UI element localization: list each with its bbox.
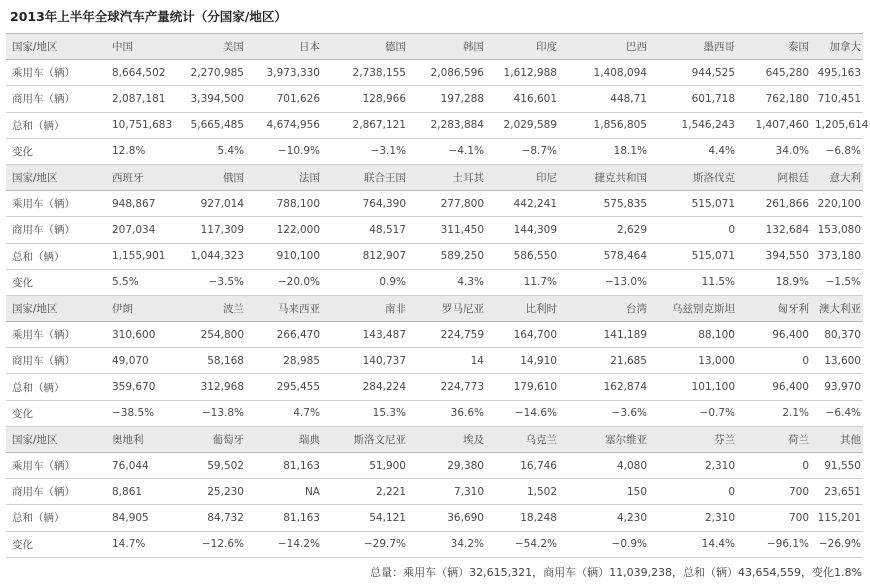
- country-header-cell: 马来西亚: [250, 295, 326, 321]
- value-cell: 515,071: [653, 191, 741, 217]
- value-cell: 575,835: [563, 191, 653, 217]
- country-header-cell: 法国: [250, 164, 326, 190]
- row-label-cell: 变化: [6, 400, 98, 426]
- row-label-cell: 变化: [6, 269, 98, 295]
- value-cell: 58,168: [180, 348, 250, 374]
- table-row: [6, 112, 863, 138]
- value-cell: 1,856,805: [563, 112, 653, 138]
- table-row: [6, 191, 863, 217]
- country-header-cell: 乌兹别克斯坦: [653, 295, 741, 321]
- row-label-cell: 变化: [6, 138, 98, 164]
- value-cell: 36,690: [412, 505, 490, 531]
- country-header-cell: 奥地利: [98, 426, 180, 452]
- table-row: [6, 374, 863, 400]
- total-passenger: 乘用车（辆）32,615,321，: [403, 566, 544, 579]
- value-cell: −54.2%: [490, 531, 563, 557]
- value-cell: −3.6%: [563, 400, 653, 426]
- value-cell: 84,732: [180, 505, 250, 531]
- section-header-row: [6, 34, 863, 60]
- value-cell: 2,629: [563, 217, 653, 243]
- value-cell: −0.9%: [563, 531, 653, 557]
- value-cell: 254,800: [180, 322, 250, 348]
- value-cell: 2,738,155: [326, 60, 412, 86]
- value-cell: 1,205,614: [815, 112, 863, 138]
- country-header-cell: 斯洛伐克: [653, 164, 741, 190]
- value-cell: 3,394,500: [180, 86, 250, 112]
- section-header-row: [6, 164, 863, 190]
- value-cell: 101,100: [653, 374, 741, 400]
- value-cell: 3,973,330: [250, 60, 326, 86]
- value-cell: 944,525: [653, 60, 741, 86]
- value-cell: 140,737: [326, 348, 412, 374]
- value-cell: 2,086,596: [412, 60, 490, 86]
- value-cell: 81,163: [250, 505, 326, 531]
- value-cell: 4,080: [563, 453, 653, 479]
- value-cell: −8.7%: [490, 138, 563, 164]
- country-header-cell: 印度: [490, 34, 563, 60]
- country-header-cell: 斯洛文尼亚: [326, 426, 412, 452]
- value-cell: 179,610: [490, 374, 563, 400]
- total-commercial: 商用车（辆）11,039,238，: [543, 566, 684, 579]
- table-row: [6, 269, 863, 295]
- row-label-cell: 总和（辆）: [6, 374, 98, 400]
- country-header-cell: 乌克兰: [490, 426, 563, 452]
- country-header-cell: 美国: [180, 34, 250, 60]
- value-cell: 311,450: [412, 217, 490, 243]
- value-cell: −14.6%: [490, 400, 563, 426]
- value-cell: 2,221: [326, 479, 412, 505]
- value-cell: 927,014: [180, 191, 250, 217]
- value-cell: 207,034: [98, 217, 180, 243]
- value-cell: 442,241: [490, 191, 563, 217]
- value-cell: 59,502: [180, 453, 250, 479]
- value-cell: 764,390: [326, 191, 412, 217]
- value-cell: 115,201: [815, 505, 863, 531]
- value-cell: −12.6%: [180, 531, 250, 557]
- row-label-cell: 总和（辆）: [6, 112, 98, 138]
- table-row: [6, 86, 863, 112]
- value-cell: 1,612,988: [490, 60, 563, 86]
- value-cell: 7,310: [412, 479, 490, 505]
- value-cell: 515,071: [653, 243, 741, 269]
- value-cell: −26.9%: [815, 531, 863, 557]
- country-header-cell: 荷兰: [741, 426, 815, 452]
- country-header-cell: 加拿大: [815, 34, 863, 60]
- value-cell: 1,155,901: [98, 243, 180, 269]
- country-header-cell: 匈牙利: [741, 295, 815, 321]
- value-cell: 277,800: [412, 191, 490, 217]
- value-cell: −38.5%: [98, 400, 180, 426]
- row-label-cell: 变化: [6, 531, 98, 557]
- country-header-cell: 伊朗: [98, 295, 180, 321]
- country-header-cell: 意大利: [815, 164, 863, 190]
- value-cell: 51,900: [326, 453, 412, 479]
- row-label-cell: 乘用车（辆）: [6, 60, 98, 86]
- value-cell: 91,550: [815, 453, 863, 479]
- table-row: [6, 531, 863, 557]
- value-cell: −13.0%: [563, 269, 653, 295]
- country-header-cell: 韩国: [412, 34, 490, 60]
- value-cell: −6.8%: [815, 138, 863, 164]
- value-cell: 394,550: [741, 243, 815, 269]
- country-header-cell: 联合王国: [326, 164, 412, 190]
- value-cell: 416,601: [490, 86, 563, 112]
- value-cell: 29,380: [412, 453, 490, 479]
- value-cell: 54,121: [326, 505, 412, 531]
- country-header-cell: 比利时: [490, 295, 563, 321]
- value-cell: 153,080: [815, 217, 863, 243]
- value-cell: 4,230: [563, 505, 653, 531]
- value-cell: 2,310: [653, 453, 741, 479]
- value-cell: 16,746: [490, 453, 563, 479]
- value-cell: 10,751,683: [98, 112, 180, 138]
- country-header-cell: 西班牙: [98, 164, 180, 190]
- value-cell: 700: [741, 479, 815, 505]
- value-cell: −3.5%: [180, 269, 250, 295]
- value-cell: 2,283,884: [412, 112, 490, 138]
- value-cell: 0: [653, 217, 741, 243]
- value-cell: 164,700: [490, 322, 563, 348]
- value-cell: 13,600: [815, 348, 863, 374]
- row-label-cell: 商用车（辆）: [6, 348, 98, 374]
- value-cell: 2,270,985: [180, 60, 250, 86]
- value-cell: 5.4%: [180, 138, 250, 164]
- value-cell: −96.1%: [741, 531, 815, 557]
- value-cell: 84,905: [98, 505, 180, 531]
- value-cell: −14.2%: [250, 531, 326, 557]
- value-cell: 117,309: [180, 217, 250, 243]
- row-label-cell: 乘用车（辆）: [6, 453, 98, 479]
- value-cell: 2,087,181: [98, 86, 180, 112]
- value-cell: 0: [741, 453, 815, 479]
- value-cell: 645,280: [741, 60, 815, 86]
- value-cell: −0.7%: [653, 400, 741, 426]
- value-cell: 700: [741, 505, 815, 531]
- total-prefix: 总量：: [370, 566, 404, 579]
- value-cell: 5.5%: [98, 269, 180, 295]
- value-cell: −6.4%: [815, 400, 863, 426]
- country-header-cell: 罗马尼亚: [412, 295, 490, 321]
- value-cell: 13,000: [653, 348, 741, 374]
- value-cell: 373,180: [815, 243, 863, 269]
- value-cell: 1,407,460: [741, 112, 815, 138]
- table-row: [6, 479, 863, 505]
- value-cell: 80,370: [815, 322, 863, 348]
- value-cell: 15.3%: [326, 400, 412, 426]
- value-cell: 448,71: [563, 86, 653, 112]
- table-row: [6, 138, 863, 164]
- value-cell: 81,163: [250, 453, 326, 479]
- value-cell: 359,670: [98, 374, 180, 400]
- value-cell: 224,759: [412, 322, 490, 348]
- value-cell: 14.4%: [653, 531, 741, 557]
- country-header-cell: 日本: [250, 34, 326, 60]
- production-table: [6, 33, 869, 558]
- country-header-cell: 捷克共和国: [563, 164, 653, 190]
- value-cell: 284,224: [326, 374, 412, 400]
- value-cell: 4.7%: [250, 400, 326, 426]
- header-label-cell: 国家/地区: [6, 164, 98, 190]
- country-header-cell: 波兰: [180, 295, 250, 321]
- country-header-cell: 阿根廷: [741, 164, 815, 190]
- row-label-cell: 总和（辆）: [6, 243, 98, 269]
- value-cell: 96,400: [741, 322, 815, 348]
- value-cell: 8,664,502: [98, 60, 180, 86]
- value-cell: 76,044: [98, 453, 180, 479]
- value-cell: 34.2%: [412, 531, 490, 557]
- value-cell: 14,910: [490, 348, 563, 374]
- country-header-cell: 其他: [815, 426, 863, 452]
- table-row: [6, 322, 863, 348]
- value-cell: 220,100: [815, 191, 863, 217]
- value-cell: 310,600: [98, 322, 180, 348]
- country-header-cell: 俄国: [180, 164, 250, 190]
- value-cell: 34.0%: [741, 138, 815, 164]
- value-cell: 4.4%: [653, 138, 741, 164]
- value-cell: 312,968: [180, 374, 250, 400]
- value-cell: 788,100: [250, 191, 326, 217]
- row-label-cell: 总和（辆）: [6, 505, 98, 531]
- value-cell: 586,550: [490, 243, 563, 269]
- value-cell: 224,773: [412, 374, 490, 400]
- value-cell: 96,400: [741, 374, 815, 400]
- value-cell: 4.3%: [412, 269, 490, 295]
- value-cell: 762,180: [741, 86, 815, 112]
- total-sum: 总和（辆）43,654,559，: [683, 566, 813, 579]
- value-cell: 93,970: [815, 374, 863, 400]
- table-row: [6, 505, 863, 531]
- value-cell: 36.6%: [412, 400, 490, 426]
- value-cell: NA: [250, 479, 326, 505]
- value-cell: −10.9%: [250, 138, 326, 164]
- value-cell: 495,163: [815, 60, 863, 86]
- row-label-cell: 商用车（辆）: [6, 479, 98, 505]
- value-cell: 28,985: [250, 348, 326, 374]
- country-header-cell: 巴西: [563, 34, 653, 60]
- value-cell: 2.1%: [741, 400, 815, 426]
- value-cell: −29.7%: [326, 531, 412, 557]
- country-header-cell: 瑞典: [250, 426, 326, 452]
- value-cell: 8,861: [98, 479, 180, 505]
- value-cell: 812,907: [326, 243, 412, 269]
- country-header-cell: 土耳其: [412, 164, 490, 190]
- header-label-cell: 国家/地区: [6, 34, 98, 60]
- value-cell: 11.7%: [490, 269, 563, 295]
- page-title: 2013年上半年全球汽车产量统计（分国家/地区）: [10, 9, 287, 24]
- value-cell: 150: [563, 479, 653, 505]
- value-cell: 910,100: [250, 243, 326, 269]
- value-cell: 14: [412, 348, 490, 374]
- value-cell: 1,546,243: [653, 112, 741, 138]
- section-header-row: [6, 426, 863, 452]
- value-cell: 5,665,485: [180, 112, 250, 138]
- value-cell: 12.8%: [98, 138, 180, 164]
- value-cell: 0: [653, 479, 741, 505]
- value-cell: 122,000: [250, 217, 326, 243]
- table-row: [6, 453, 863, 479]
- value-cell: 710,451: [815, 86, 863, 112]
- value-cell: 601,718: [653, 86, 741, 112]
- value-cell: 948,867: [98, 191, 180, 217]
- value-cell: 49,070: [98, 348, 180, 374]
- table-body: [6, 34, 869, 558]
- value-cell: 4,674,956: [250, 112, 326, 138]
- value-cell: 0.9%: [326, 269, 412, 295]
- country-header-cell: 南非: [326, 295, 412, 321]
- table-row: [6, 60, 863, 86]
- value-cell: 23,651: [815, 479, 863, 505]
- value-cell: 143,487: [326, 322, 412, 348]
- value-cell: 144,309: [490, 217, 563, 243]
- value-cell: 48,517: [326, 217, 412, 243]
- total-change: 变化1.8%: [812, 566, 862, 579]
- value-cell: 21,685: [563, 348, 653, 374]
- value-cell: 1,502: [490, 479, 563, 505]
- country-header-cell: 芬兰: [653, 426, 741, 452]
- value-cell: 701,626: [250, 86, 326, 112]
- country-header-cell: 泰国: [741, 34, 815, 60]
- header-label-cell: 国家/地区: [6, 426, 98, 452]
- row-label-cell: 商用车（辆）: [6, 217, 98, 243]
- value-cell: 141,189: [563, 322, 653, 348]
- value-cell: −13.8%: [180, 400, 250, 426]
- table-row: [6, 348, 863, 374]
- row-label-cell: 乘用车（辆）: [6, 191, 98, 217]
- value-cell: −4.1%: [412, 138, 490, 164]
- value-cell: 578,464: [563, 243, 653, 269]
- value-cell: 88,100: [653, 322, 741, 348]
- value-cell: 0: [741, 348, 815, 374]
- section-header-row: [6, 295, 863, 321]
- country-header-cell: 台湾: [563, 295, 653, 321]
- value-cell: 2,310: [653, 505, 741, 531]
- country-header-cell: 墨西哥: [653, 34, 741, 60]
- value-cell: 14.7%: [98, 531, 180, 557]
- value-cell: 128,966: [326, 86, 412, 112]
- value-cell: 589,250: [412, 243, 490, 269]
- value-cell: −3.1%: [326, 138, 412, 164]
- value-cell: 2,867,121: [326, 112, 412, 138]
- country-header-cell: 塞尔维亚: [563, 426, 653, 452]
- table-row: [6, 243, 863, 269]
- country-header-cell: 葡萄牙: [180, 426, 250, 452]
- value-cell: 1,044,323: [180, 243, 250, 269]
- value-cell: 18.9%: [741, 269, 815, 295]
- country-header-cell: 印尼: [490, 164, 563, 190]
- value-cell: 11.5%: [653, 269, 741, 295]
- row-label-cell: 商用车（辆）: [6, 86, 98, 112]
- country-header-cell: 中国: [98, 34, 180, 60]
- value-cell: 18,248: [490, 505, 563, 531]
- header-label-cell: 国家/地区: [6, 295, 98, 321]
- value-cell: 266,470: [250, 322, 326, 348]
- total-summary: [370, 564, 862, 580]
- value-cell: 197,288: [412, 86, 490, 112]
- value-cell: 1,408,094: [563, 60, 653, 86]
- country-header-cell: 埃及: [412, 426, 490, 452]
- table-row: [6, 217, 863, 243]
- value-cell: 18.1%: [563, 138, 653, 164]
- country-header-cell: 德国: [326, 34, 412, 60]
- value-cell: 2,029,589: [490, 112, 563, 138]
- value-cell: 261,866: [741, 191, 815, 217]
- country-header-cell: 澳大利亚: [815, 295, 863, 321]
- table-row: [6, 400, 863, 426]
- value-cell: 295,455: [250, 374, 326, 400]
- value-cell: 132,684: [741, 217, 815, 243]
- value-cell: 25,230: [180, 479, 250, 505]
- row-label-cell: 乘用车（辆）: [6, 322, 98, 348]
- value-cell: −20.0%: [250, 269, 326, 295]
- value-cell: 162,874: [563, 374, 653, 400]
- value-cell: −1.5%: [815, 269, 863, 295]
